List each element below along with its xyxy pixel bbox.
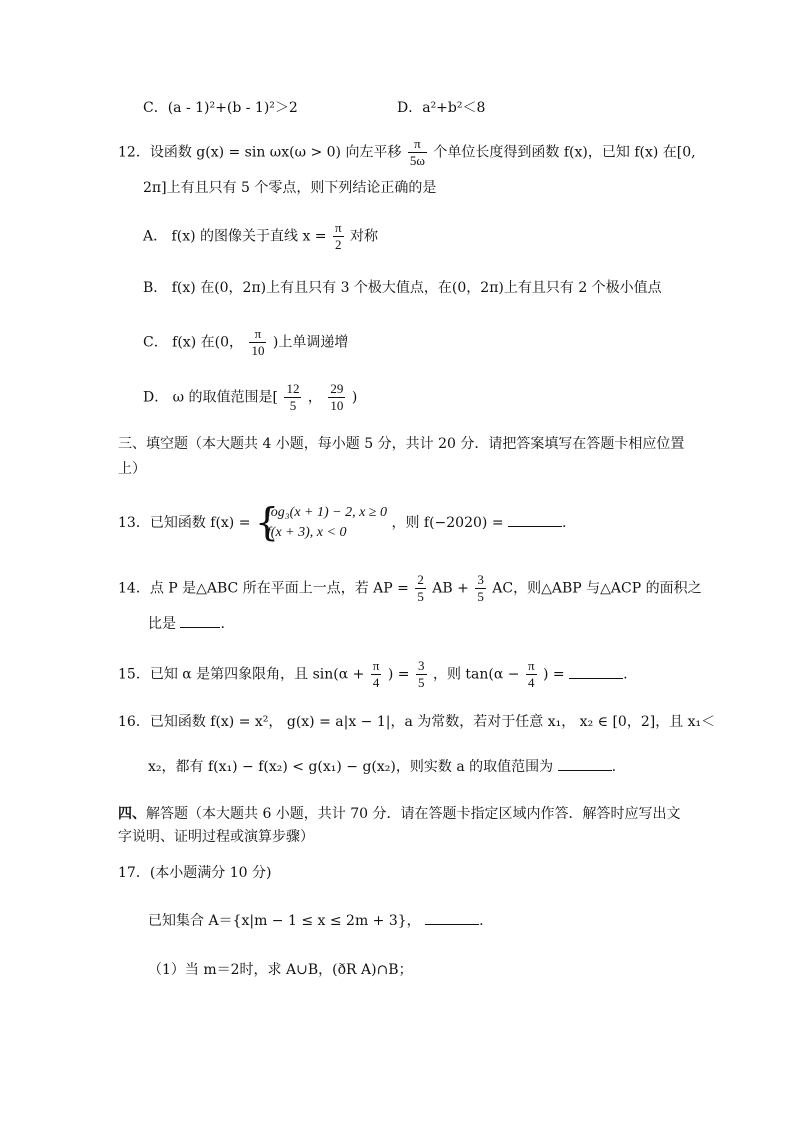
q12-option-d-text: D． ω 的取值范围是[ bbox=[143, 389, 279, 406]
q17-heading: 17．(本小题满分 10 分) bbox=[118, 865, 272, 881]
q12-stem-b: 个单位长度得到函数 f(x)，已知 f(x) 在[0, bbox=[433, 144, 696, 161]
section3-heading-line1: 三、填空题（本大题共 4 小题，每小题 5 分，共计 20 分．请把答案填写在答题卡相应位置 bbox=[118, 436, 685, 452]
q12-stem-line2: 2π]上有且只有 5 个零点，则下列结论正确的是 bbox=[143, 180, 437, 196]
q17-end: . bbox=[479, 913, 484, 929]
q15-fraction3 bbox=[526, 658, 537, 691]
q15-den3: 4 bbox=[527, 675, 535, 690]
q14-den2: 5 bbox=[477, 589, 484, 604]
q15-fraction1 bbox=[371, 658, 382, 691]
q13-brace: { bbox=[254, 500, 280, 544]
q14-stem-a: 14．点 P 是△ABC 所在平面上一点，若 AP = bbox=[118, 580, 409, 597]
q13-answer-blank[interactable] bbox=[508, 512, 562, 527]
q14-mid: AB + bbox=[432, 580, 469, 597]
q14-answer-blank[interactable] bbox=[180, 613, 220, 628]
q14-num1: 2 bbox=[417, 572, 424, 587]
q14-fraction2 bbox=[475, 572, 486, 605]
q15-num2: 3 bbox=[418, 658, 425, 673]
q17-answer-blank[interactable] bbox=[425, 910, 479, 925]
section4-number: 四、 bbox=[118, 806, 146, 822]
q15 bbox=[118, 658, 628, 691]
q12-option-c bbox=[143, 326, 348, 359]
q14-line1 bbox=[118, 572, 702, 605]
q12-frac-den: 5ω bbox=[409, 153, 425, 168]
q12-option-a-tail: 对称 bbox=[350, 228, 379, 245]
q12-option-a bbox=[143, 220, 378, 253]
q12-option-d-sep: ， bbox=[307, 389, 322, 406]
q12-stem-a: 12．设函数 g(x) = sin ωx(ω > 0) 向左平移 bbox=[118, 144, 402, 161]
q12-option-a-den: 2 bbox=[335, 237, 342, 252]
q12-option-a-num: π bbox=[335, 220, 342, 235]
q12-shift-fraction bbox=[408, 136, 427, 169]
section4-heading-line2: 字说明、证明过程或演算步骤） bbox=[118, 829, 314, 845]
q16-line2-text: x₂，都有 f(x₁) − f(x₂) < g(x₁) − g(x₂)，则实数 a 的取值范围为 bbox=[148, 759, 554, 775]
q15-den1: 4 bbox=[372, 675, 380, 690]
q14-fraction1 bbox=[415, 572, 426, 605]
q12-option-c-text: C． f(x) 在(0， bbox=[143, 334, 243, 351]
q12-option-d-num2: 29 bbox=[330, 381, 344, 396]
q16-line2 bbox=[148, 756, 616, 777]
q16-answer-blank[interactable] bbox=[558, 756, 612, 771]
q16-line1: 16．已知函数 f(x) = x²， g(x) = a|x − 1|，a 为常数，若对于任意 x₁， x₂ ∈ [0，2]，且 x₁＜ bbox=[118, 714, 716, 730]
q15-mid: ) = bbox=[387, 666, 410, 683]
section3-heading-line2: 上） bbox=[118, 461, 146, 477]
q12-stem-line1 bbox=[118, 136, 696, 169]
q12-option-d bbox=[143, 381, 357, 414]
q16-end: . bbox=[611, 759, 617, 775]
q15-stem-c: ) = bbox=[542, 666, 565, 683]
q14-line2-text: 比是 bbox=[148, 616, 176, 632]
q12-option-d-den1: 5 bbox=[289, 398, 297, 413]
q14-line2 bbox=[148, 613, 225, 634]
q17-stem bbox=[148, 910, 484, 931]
q14-stem-b: AC，则△ABP 与△ACP 的面积之 bbox=[492, 580, 702, 597]
q13 bbox=[118, 500, 567, 544]
q13-case2: f(x + 3), x < 0 bbox=[266, 525, 347, 540]
q13-piecewise bbox=[254, 500, 387, 544]
q15-answer-blank[interactable] bbox=[569, 664, 623, 679]
q12-option-d-den2: 10 bbox=[330, 398, 344, 413]
q15-end: . bbox=[623, 666, 628, 683]
q12-option-b: B． f(x) 在(0，2π)上有且只有 3 个极大值点，在(0，2π)上有且只有 2 个极小值点 bbox=[143, 280, 662, 296]
q12-option-d-tail: ) bbox=[351, 389, 358, 406]
q15-num1: π bbox=[372, 658, 380, 673]
q12-option-d-num1: 12 bbox=[286, 381, 300, 396]
q12-option-a-fraction bbox=[333, 220, 344, 253]
q17-stem-text: 已知集合 A＝{x|m − 1 ≤ x ≤ 2m + 3}， bbox=[148, 913, 421, 929]
q12-frac-num: π bbox=[408, 136, 427, 153]
q15-den2: 5 bbox=[418, 675, 425, 690]
q14-num2: 3 bbox=[477, 572, 484, 587]
q15-stem-a: 15．已知 α 是第四象限角，且 sin(α + bbox=[118, 666, 365, 683]
q11-option-d: D．a²+b²＜8 bbox=[397, 100, 486, 116]
q15-stem-b: ，则 tan(α − bbox=[432, 666, 520, 683]
q12-option-a-text: A． f(x) 的图像关于直线 x = bbox=[143, 228, 327, 245]
q13-case1: log₃(x + 1) − 2, x ≥ 0 bbox=[266, 505, 387, 520]
q13-stem-a: 13．已知函数 f(x) = bbox=[118, 515, 251, 531]
q14-den1: 5 bbox=[417, 589, 424, 604]
q14-end: . bbox=[220, 616, 225, 632]
q12-option-c-tail: )上单调递增 bbox=[272, 334, 349, 351]
section4-title: 解答题（本大题共 6 小题，共计 70 分．请在答题卡指定区域内作答．解答时应写出文 bbox=[146, 806, 681, 822]
q12-option-c-fraction bbox=[249, 326, 266, 359]
q12-option-d-fraction2 bbox=[328, 381, 345, 414]
q17-part1: （1）当 m＝2时，求 A∪B，(ðR A)∩B； bbox=[148, 962, 413, 978]
q12-option-c-num: π bbox=[249, 326, 266, 343]
q11-option-c: C．(a - 1)²+(b - 1)²＞2 bbox=[143, 100, 298, 116]
q12-option-c-den: 10 bbox=[251, 343, 265, 358]
section4-heading-line1 bbox=[118, 804, 681, 824]
q15-fraction2 bbox=[416, 658, 427, 691]
q12-option-d-fraction1 bbox=[284, 381, 301, 414]
q13-end: . bbox=[562, 515, 567, 531]
q13-stem-b: ，则 f(−2020) = bbox=[391, 515, 504, 531]
q15-num3: π bbox=[527, 658, 535, 673]
